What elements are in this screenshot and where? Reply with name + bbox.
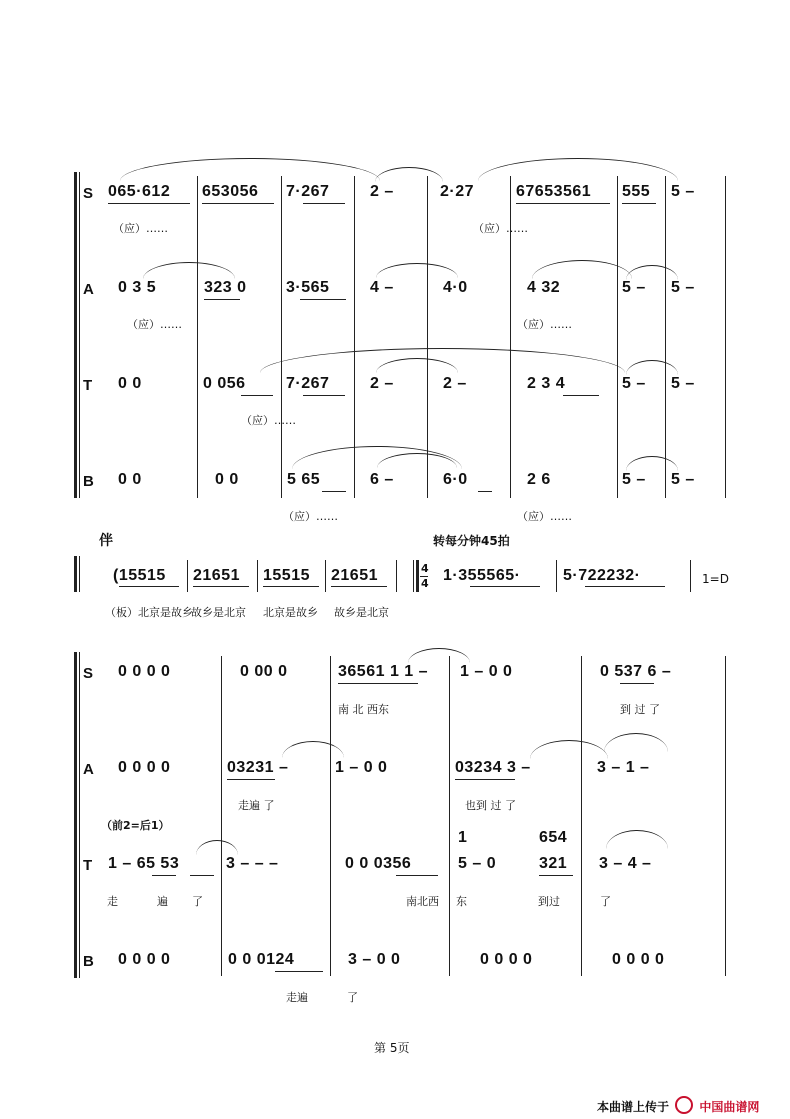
tenor-m2: 0 056 [203,375,246,392]
tenor2-lyric-m6: 了 [600,895,611,908]
tenor2-lyric-m5: 到过 [538,895,560,908]
tenor2-m2: 3 – – – [226,855,279,872]
part-label-alto: A [83,281,94,298]
page-number: 第 5页 [374,1041,410,1055]
part-label-tenor: T [83,377,93,394]
alto-m4: 4 – [370,279,394,296]
soprano-m8: 5 – [671,183,695,200]
bass2-lyric-2: 了 [347,991,358,1004]
alto-cue-1: （应）…… [127,318,182,331]
tenor2-lyric-1: 走 [107,895,118,908]
soprano2-lyric-m5: 到 过 了 [620,703,660,716]
bass-m3: 5 65 [287,471,321,488]
bass-m7: 5 – [622,471,646,488]
alto-m2: 323 0 [204,279,247,296]
bass-m5: 6·0 [443,471,468,488]
tenor-cue-1: （应）…… [241,414,296,427]
tenor-transposition-note: （前2=后1） [101,819,170,832]
alto2-m2: 03231 – [227,759,289,776]
bass-m8: 5 – [671,471,695,488]
part-label-soprano: S [83,185,94,202]
alto2-m5: 3 – 1 – [597,759,650,776]
part-label-bass: B [83,473,94,490]
soprano2-m1: 0 0 0 0 [118,663,171,680]
alto2-lyric-m4: 也到 过 了 [465,799,516,812]
tenor2-m5: 321 [539,855,568,872]
soprano2-m5: 0 537 6 – [600,663,672,680]
part-label-bass-2: B [83,953,94,970]
accompaniment-label: 伴 [99,533,113,549]
bass-m2: 0 0 [215,471,239,488]
alto2-m4: 03234 3 – [455,759,531,776]
soprano2-m4: 1 – 0 0 [460,663,513,680]
alto2-m3: 1 – 0 0 [335,759,388,776]
tenor2-m6: 3 – 4 – [599,855,652,872]
soprano-m2: 653056 [202,183,259,200]
accomp-lyric-4: 故乡是北京 [334,606,389,619]
key-signature: 1=D [702,572,729,586]
soprano-m4: 2 – [370,183,394,200]
alto-m8: 5 – [671,279,695,296]
alto-m5: 4·0 [443,279,468,296]
tempo-marking: 转每分钟45拍 [433,534,510,548]
accomp-m4: 21651 [331,567,378,584]
soprano-m3: 7·267 [286,183,330,200]
soprano-m7: 555 [622,183,651,200]
soprano-m6: 67653561 [516,183,592,200]
tenor2-m3: 0 0 0356 [345,855,412,872]
tenor-m8: 5 – [671,375,695,392]
alto-m7: 5 – [622,279,646,296]
alto2-m1: 0 0 0 0 [118,759,171,776]
logo-icon [675,1096,693,1114]
tenor-m4: 2 – [370,375,394,392]
bass-m6: 2 6 [527,471,551,488]
accomp-m5: 1·355565· [443,567,521,584]
bass2-lyric-1: 走遍 [286,991,308,1004]
tenor-m3: 7·267 [286,375,330,392]
bass-m1: 0 0 [118,471,142,488]
accomp-lyric-3: 北京是故乡 [263,606,318,619]
soprano2-m2: 0 00 0 [240,663,288,680]
alto-cue-2: （应）…… [517,318,572,331]
bass2-m3: 3 – 0 0 [348,951,401,968]
time-signature-bottom: 4 [421,577,429,590]
accomp-m1: (15515 [113,567,166,584]
tenor2-lyric-m4: 东 [456,895,467,908]
soprano2-lyric-m3: 南 北 西东 [338,703,389,716]
accomp-m3: 15515 [263,567,310,584]
part-label-alto-2: A [83,761,94,778]
alto-m3: 3·565 [286,279,330,296]
tenor2-lyric-3: 了 [192,895,203,908]
tenor2-lyric-2: 遍 [157,895,168,908]
part-label-tenor-2: T [83,857,93,874]
footer [597,1096,759,1115]
soprano2-m3: 36561 1 1 – [338,663,429,680]
accomp-m2: 21651 [193,567,240,584]
bass-m4: 6 – [370,471,394,488]
tenor-m1: 0 0 [118,375,142,392]
accomp-m6: 5·722232· [563,567,641,584]
alto-m1: 0 3 5 [118,279,157,296]
footer-logo-text: 中国曲谱网 [699,1100,760,1114]
tenor2-m4-top: 1 [458,829,468,846]
soprano-cue-2: （应）…… [473,222,528,235]
bass2-m1: 0 0 0 0 [118,951,171,968]
tenor2-m5-top: 654 [539,829,568,846]
time-signature-top: 4 [421,562,429,575]
accomp-lyric-1: （板）北京是故乡 [105,606,193,619]
footer-text: 本曲谱上传于 [597,1100,670,1114]
alto2-lyric-m2: 走遍 了 [238,799,275,812]
soprano-cue-1: （应）…… [113,222,168,235]
tenor-m5: 2 – [443,375,467,392]
tenor-m6: 2 3 4 [527,375,566,392]
tenor2-m1: 1 – 65 53 [108,855,180,872]
part-label-soprano-2: S [83,665,94,682]
tenor-m7: 5 – [622,375,646,392]
tenor2-m4: 5 – 0 [458,855,497,872]
accomp-lyric-2: 故乡是北京 [191,606,246,619]
bass-cue-2: （应）…… [517,510,572,523]
bass2-m4: 0 0 0 0 [480,951,533,968]
soprano-m1: 065·612 [108,183,171,200]
tenor2-lyric-m3: 南北西 [406,895,439,908]
bass2-m5: 0 0 0 0 [612,951,665,968]
alto-m6: 4 32 [527,279,561,296]
soprano-m5: 2·27 [440,183,475,200]
bass-cue-1: （应）…… [283,510,338,523]
bass2-m2: 0 0 0124 [228,951,295,968]
